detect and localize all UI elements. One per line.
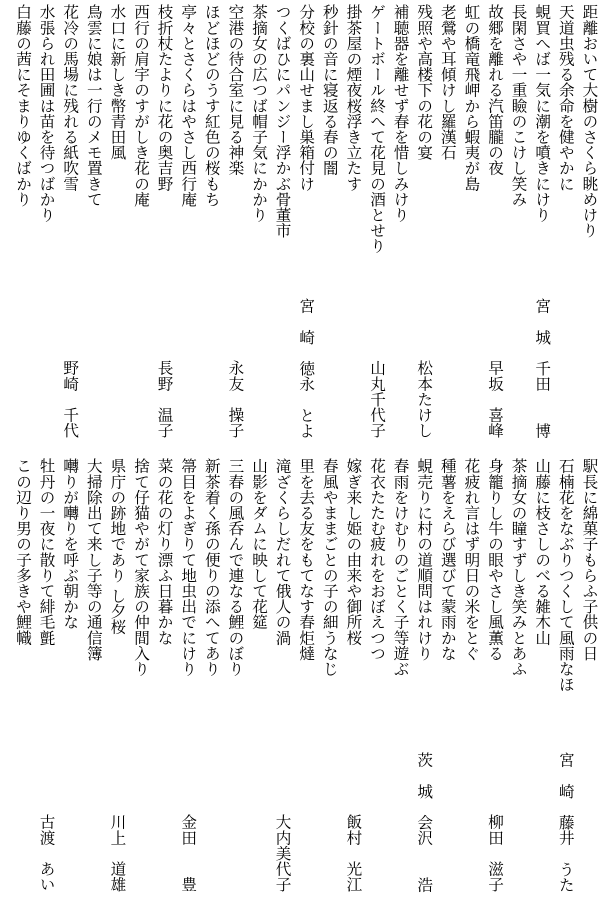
author-name: 宮 崎 徳永 とよ bbox=[297, 297, 316, 438]
author-name: 宮 崎 藤井 うた bbox=[556, 751, 575, 892]
haiku-line: 蜆買へば一気に潮を噴きにけり bbox=[533, 4, 552, 223]
haiku-line: 春雨をけむりのごとく子等遊ぶ bbox=[391, 458, 410, 677]
haiku-line: 掛茶屋の煙夜桜浮き立たす bbox=[344, 4, 363, 192]
author-name: 宮 城 千田 博 bbox=[533, 297, 552, 438]
author-name: 松本たけし bbox=[415, 360, 434, 438]
author-name: 金田 豊 bbox=[179, 814, 198, 892]
haiku-line: 滝ざくらしだれて俄人の渦 bbox=[273, 458, 292, 646]
haiku-line: 山藤に枝さしのべる雑木山 bbox=[533, 458, 552, 646]
haiku-line: 分校の裏山せまし巣箱付け bbox=[297, 4, 316, 192]
haiku-line: 虹の橋竜飛岬から蝦夷が島 bbox=[462, 4, 481, 192]
author-name: 山丸千代子 bbox=[368, 360, 386, 438]
haiku-line: 長閑さや一重瞼のこけし笑み bbox=[509, 4, 528, 207]
haiku-line: 新茶着く孫の便りの添へてあり bbox=[202, 458, 221, 677]
author-name: 古渡 あい bbox=[37, 814, 56, 892]
haiku-line: 箒目をよぎりて地虫出でにけり bbox=[179, 458, 198, 677]
author-name: 永友 操子 bbox=[226, 360, 245, 438]
haiku-line: 蜆売りに村の道順問はれけり bbox=[415, 458, 434, 661]
haiku-line: 花冷の馬場に残れる紙吹雪 bbox=[61, 4, 80, 192]
haiku-line: 三春の風呑んで連なる鯉のぼり bbox=[226, 458, 245, 677]
haiku-line: 嫁ぎ来し姫の由来や御所桜 bbox=[344, 458, 363, 646]
haiku-column bbox=[8, 454, 38, 908]
haiku-line: 囀りが囀りを呼ぶ朝かな bbox=[61, 458, 80, 630]
haiku-line: 里を去る友をもてなす春炬燵 bbox=[297, 458, 316, 661]
haiku-line: 水張られ田圃は苗を待つばかり bbox=[37, 4, 56, 223]
haiku-line: 身籠りし牛の眼やさし風薫る bbox=[486, 458, 504, 661]
haiku-line: 花疲れ言はず明日の米をとぐ bbox=[462, 458, 481, 661]
author-name: 飯村 光江 bbox=[344, 814, 363, 892]
haiku-line: 石楠花をなぶりつくして風雨なほ bbox=[556, 458, 575, 692]
haiku-line: 故郷を離れる汽笛朧の夜 bbox=[486, 4, 504, 176]
author-name: 大内美代子 bbox=[273, 814, 292, 892]
haiku-line: 鳥雲に娘は一行のメモ置きて bbox=[84, 4, 103, 207]
bottom-section bbox=[0, 454, 600, 908]
author-name: 茨 城 会沢 浩 bbox=[415, 751, 434, 892]
haiku-line: 天道虫残る余命を健やかに bbox=[556, 4, 575, 192]
haiku-line: 茶摘女の瞳すずしき笑みとあふ bbox=[509, 458, 528, 677]
haiku-line: 水口に新しき幣青田風 bbox=[108, 4, 127, 160]
haiku-line: 菜の花の灯り漂ふ日暮かな bbox=[155, 458, 174, 646]
haiku-line: 春風やままごとの子の細うなじ bbox=[320, 458, 339, 677]
haiku-line: 大掃除出て来し子等の通信簿 bbox=[84, 458, 103, 661]
haiku-line: つくばひにパンジー浮かぶ骨董市 bbox=[273, 4, 292, 238]
haiku-line: 県庁の跡地であり し夕桜 bbox=[108, 458, 127, 635]
haiku-line: 老鶯や耳傾けし羅漢石 bbox=[438, 4, 457, 160]
haiku-line: 山影をダムに映して花筵 bbox=[250, 458, 268, 630]
haiku-line: 枝折杖たよりに花の奥吉野 bbox=[155, 4, 174, 192]
haiku-line: 白藤の茜にそまりゆくばかり bbox=[14, 4, 32, 207]
haiku-line: 茶摘女の広つば帽子気にかかり bbox=[250, 4, 268, 223]
haiku-line: 残照や高楼下の花の宴 bbox=[415, 4, 434, 160]
haiku-line: 距離おいて大樹のさくら眺めけり bbox=[580, 4, 599, 238]
haiku-line: 駅長に綿菓子もらふ子供の日 bbox=[580, 458, 599, 661]
haiku-line: 捨て仔猫やがて家族の仲間入り bbox=[132, 458, 150, 677]
haiku-line: この辺り男の子多きや鯉幟 bbox=[14, 458, 32, 646]
haiku-line: ほどほどのうす紅色の桜もち bbox=[202, 4, 221, 207]
author-name: 野崎 千代 bbox=[61, 360, 80, 438]
haiku-column bbox=[8, 0, 38, 454]
haiku-line: 秒針の音に寝返る春の闇 bbox=[320, 4, 339, 176]
haiku-line: 種薯をえらび選びて蒙雨かな bbox=[438, 458, 457, 661]
haiku-line: 亭々とさくらはやさし西行庵 bbox=[179, 4, 198, 207]
author-name: 川上 道雄 bbox=[108, 814, 127, 892]
haiku-line: 空港の待合室に見る神楽 bbox=[226, 4, 245, 176]
author-name: 長野 温子 bbox=[155, 360, 174, 438]
haiku-line: ゲートボール終へて花見の酒とせり bbox=[368, 4, 386, 254]
haiku-line: 西行の肩宇のすがしき花の庵 bbox=[132, 4, 150, 207]
author-name: 早坂 喜峰 bbox=[486, 360, 504, 438]
author-name: 柳田 滋子 bbox=[486, 814, 504, 892]
haiku-line: 花衣たたむ疲れをおぼえつつ bbox=[368, 458, 386, 661]
haiku-line: 牡丹の一夜に散りて緋毛氈 bbox=[37, 458, 56, 646]
haiku-line: 補聴器を離せず春を惜しみけり bbox=[391, 4, 410, 223]
